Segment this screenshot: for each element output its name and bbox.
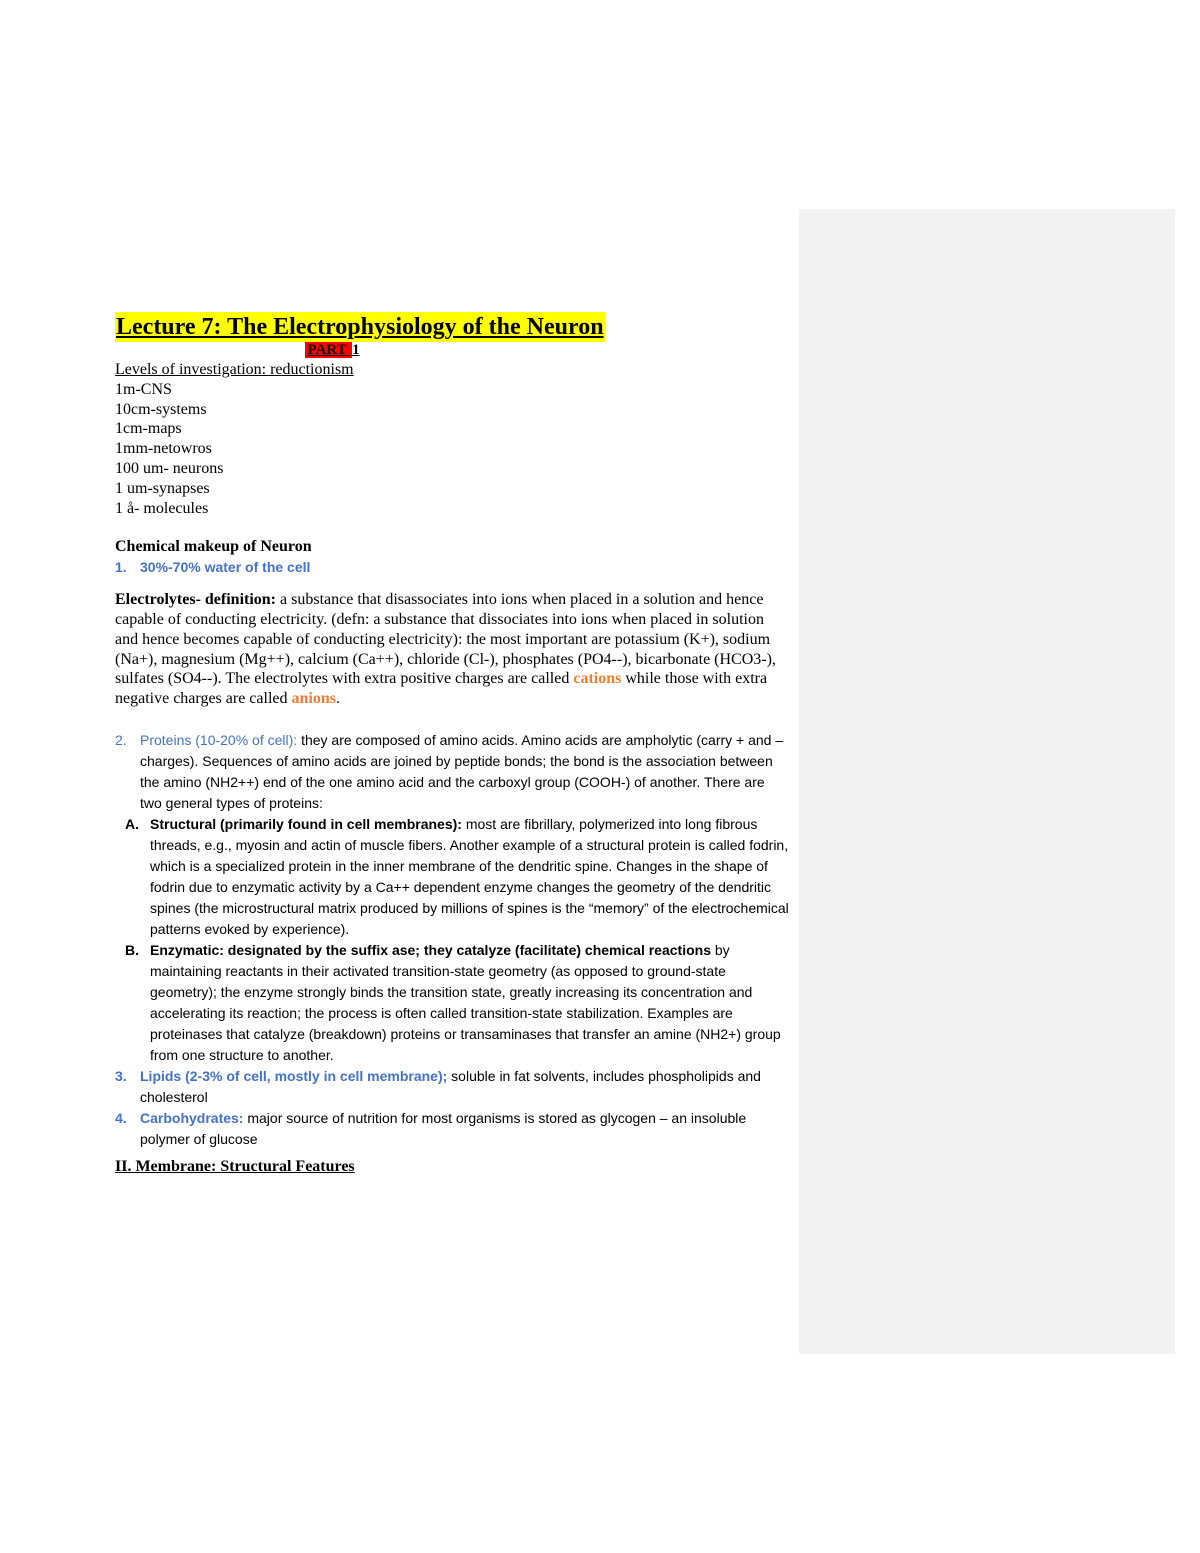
electrolytes-paragraph <box>115 590 790 709</box>
list-number: 3. <box>115 1067 127 1084</box>
level-item: 1 um-synapses <box>115 479 210 497</box>
document-body <box>115 312 790 1178</box>
list-body <box>140 1066 790 1108</box>
list-number: 2. <box>115 731 127 748</box>
level-item: 1 å- molecules <box>115 499 209 517</box>
list-body <box>150 940 790 1066</box>
section-heading: II. Membrane: Structural Features <box>115 1157 355 1175</box>
cations-term: cations <box>573 670 622 688</box>
enzymatic-bold: designated by the suffix ase; they catalyze (facilitate) chemical reactions <box>223 941 711 958</box>
structural-label: Structural (primarily found in cell membranes): <box>150 815 462 832</box>
electrolytes-text: a substance that disassociates into ions when placed in a solution and hence capable of conducting electricity. (defn: a substance that dissociates into ions when placed in solution and hence becomes capable of conducting electricity): the most important are potassium (K+), sodium (Na+), magnesium (Mg++), calcium (Ca++), chloride (Cl-), phosphates (PO4--), bicarbonate (HCO3-), sulfates (SO4--). The electrolytes with extra positive charges are called <box>115 591 776 688</box>
list-text: by maintaining reactants in their activated transition-state geometry (as opposed to ground-state geometry); the enzyme strongly binds the transition state, greatly increasing its concentration and accelerating its reaction; the process is often called transition-state stabilization. Examples are proteinases that catalyze (breakdown) proteins or transaminases that transfer an amine (NH2+) group from one structure to another. <box>150 941 781 1063</box>
level-item: 1m-CNS <box>115 380 172 398</box>
list-text: 30%-70% water of the cell <box>140 559 311 576</box>
list-text: soluble in fat solvents, includes phospholipids and cholesterol <box>140 1067 761 1105</box>
lipids-label: Lipids (2-3% of cell, mostly in cell membrane); <box>140 1067 448 1084</box>
level-item: 100 um- neurons <box>115 459 224 477</box>
list-body <box>150 814 790 940</box>
list-letter: B. <box>125 941 139 958</box>
level-item: 1cm-maps <box>115 420 182 438</box>
part-line <box>0 340 670 360</box>
list-item-2 <box>115 730 790 814</box>
list-item-1 <box>115 557 790 578</box>
carbohydrates-label: Carbohydrates: <box>140 1109 244 1126</box>
list-body <box>140 1108 790 1150</box>
list-item-3 <box>115 1066 790 1108</box>
anions-term: anions <box>291 690 336 708</box>
part-number: 1 <box>352 342 360 358</box>
end-period: . <box>335 690 340 708</box>
list-letter: A. <box>125 815 139 832</box>
comment-pane <box>799 209 1175 1354</box>
list-item-a <box>115 814 790 940</box>
list-text: they are composed of amino acids. Amino acids are ampholytic (carry + and – charges). Sequences of amino acids are joined by peptide bonds; the bond is the association between the amino (NH2++) end of the one amino acid and the carboxyl group (COOH-) of another. There are two general types of proteins: <box>140 731 784 811</box>
enzymatic-label: Enzymatic: <box>150 941 224 958</box>
list-item-b <box>115 940 790 1066</box>
list-body <box>140 730 790 814</box>
list-text: most are fibrillary, polymerized into long fibrous threads, e.g., myosin and actin of muscle fibers. Another example of a structural protein is called fodrin, which is a specialized protein in the inner membrane of the dendritic spine. Changes in the shape of fodrin due to enzymatic activity by a Ca++ dependent enzyme changes the geometry of the dendritic spines (the microstructural matrix produced by millions of spines is the “memory” of the electrochemical patterns evoked by experience). <box>150 815 789 937</box>
list-number: 1. <box>115 559 127 576</box>
level-item: 1mm-netowros <box>115 440 212 458</box>
list-number: 4. <box>115 1109 127 1126</box>
list-item-4 <box>115 1108 790 1150</box>
title-line <box>115 312 790 342</box>
levels-heading: Levels of investigation: reductionism <box>115 361 354 378</box>
page-title: Lecture 7: The Electrophysiology of the Neuron <box>116 314 604 340</box>
list-text: major source of nutrition for most organisms is stored as glycogen – an insoluble polymer of glucose <box>140 1109 747 1147</box>
electrolytes-label: Electrolytes- definition: <box>115 591 277 609</box>
part-label: PART <box>307 342 351 358</box>
proteins-label: Proteins (10-20% of cell): <box>140 731 298 748</box>
level-item: 10cm-systems <box>115 400 207 418</box>
chemical-heading: Chemical makeup of Neuron <box>115 538 312 556</box>
electrolytes-mid: while those with extra negative charges are called <box>115 670 768 708</box>
